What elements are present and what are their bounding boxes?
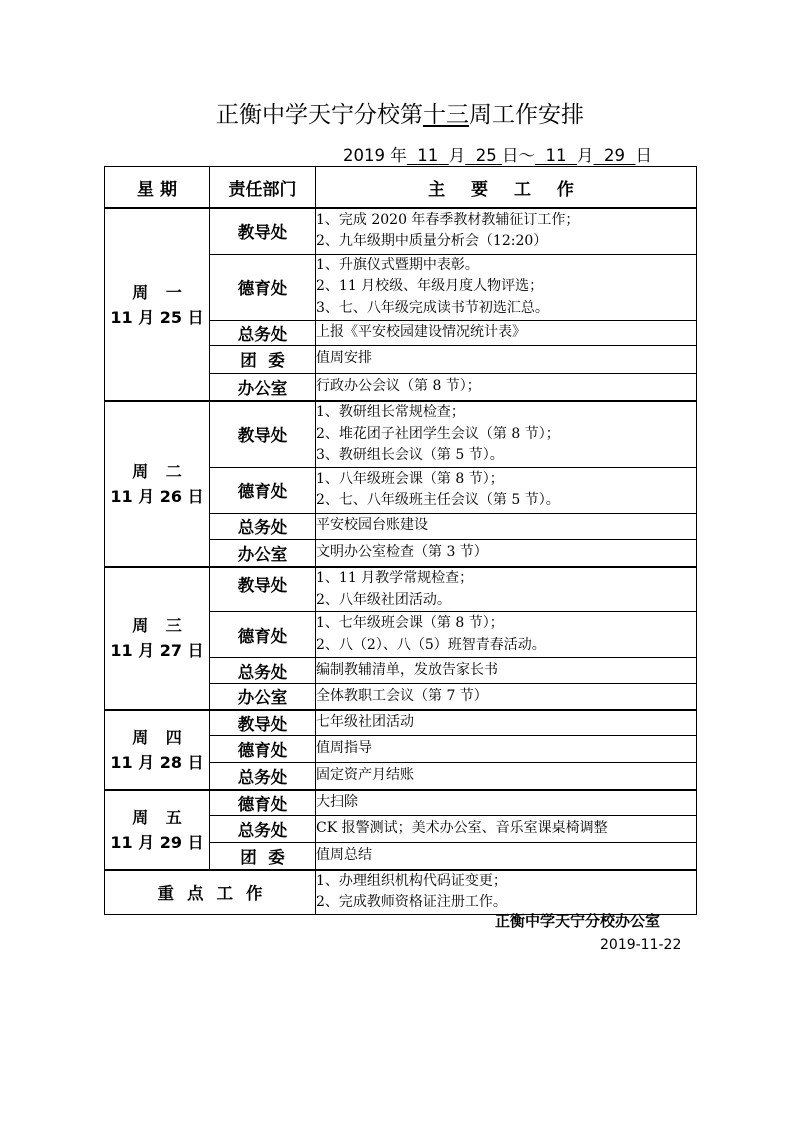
work-item: 3、教研组长会议（第 5 节）。 [316,447,504,463]
day-cell [105,567,210,710]
dept-cell: 总务处 [210,816,316,843]
weekday-label: 周 一 [132,282,188,302]
header-dept: 责任部门 [210,167,316,209]
work-item: 全体教职工会议（第 7 节） [316,687,488,704]
weekday-label: 周 五 [132,807,188,827]
dept-cell: 德育处 [210,736,316,763]
work-cell [316,658,697,684]
work-item: 行政办公会议（第 8 节）； [316,378,481,394]
work-item: 上报《平安校园建设情况统计表》 [316,323,526,340]
work-item: 值周总结 [316,847,372,863]
header-day: 星 期 [105,167,210,209]
table-row [105,710,697,736]
work-item: 2、11 月校级、年级月度人物评选； [316,278,544,295]
start-month: 11 [417,146,439,165]
work-cell [316,539,697,567]
work-cell [316,763,697,790]
work-cell [316,401,697,467]
work-cell [316,467,697,513]
start-day: 25 [475,146,497,165]
dept-cell: 教导处 [210,208,316,254]
work-cell [316,208,697,254]
title-prefix: 正衡中学天宁分校第 [216,102,423,128]
work-item: 1、教研组长常规检查； [316,404,465,420]
title-week-number: 十三 [423,102,469,128]
work-item: 2、堆花团子社团学生会议（第 8 节）； [316,425,560,442]
work-cell [316,710,697,736]
day-cell [105,208,210,401]
table-row [105,401,697,467]
dept-cell: 德育处 [210,467,316,513]
work-item: 2、九年级期中质量分析会（12:20） [316,233,548,250]
work-item: 平安校园台账建设 [316,517,428,534]
end-month: 11 [545,146,567,165]
table-row [105,870,697,915]
dept-cell: 办公室 [210,539,316,567]
work-item: 编制教辅清单，发放告家长书 [316,661,498,678]
work-item: 1、办理组织机构代码证变更； [316,872,507,889]
day-date: 11 月 25 日 [110,307,204,327]
month-char-1: 月 [448,146,466,165]
work-item: 1、升旗仪式暨期中表彰。 [316,256,479,273]
work-item: 3、七、八年级完成读书节初选汇总。 [316,299,549,316]
work-cell [316,816,697,843]
work-item: 2、完成教师资格证注册工作。 [316,894,507,910]
weekday-label: 周 四 [132,727,188,747]
work-item: 1、完成 2020 年春季教材教辅征订工作； [316,211,580,228]
dept-cell: 办公室 [210,684,316,710]
work-cell [316,612,697,658]
day-date: 11 月 26 日 [110,487,204,506]
day-char-2: 日 [635,146,652,165]
work-item: 值周指导 [316,740,372,757]
title-suffix: 周工作安排 [469,102,584,128]
work-cell [316,513,697,539]
work-item: 大扫除 [316,794,358,810]
dept-cell: 德育处 [210,790,316,816]
work-cell [316,790,697,816]
day-char-1: 日～ [502,146,535,165]
dept-cell: 总务处 [210,658,316,684]
work-cell [316,373,697,401]
work-item: 七年级社团活动 [316,714,414,730]
work-cell [316,320,697,345]
dept-cell: 教导处 [210,401,316,467]
dept-cell: 团 委 [210,843,316,870]
work-item: 2、八年级社团活动。 [316,591,451,608]
work-cell [316,684,697,710]
table-row [105,567,697,612]
work-item: 文明办公室检查（第 3 节） [316,544,488,560]
dept-cell: 总务处 [210,320,316,345]
dept-cell: 德育处 [210,254,316,320]
dept-cell: 总务处 [210,513,316,539]
day-cell [105,790,210,870]
work-cell [316,870,697,915]
work-cell [316,345,697,373]
header-work: 主 要 工 作 [316,167,697,209]
dept-cell: 办公室 [210,373,316,401]
page-title [0,96,800,129]
year: 2019 [343,146,385,165]
footer-office: 正衡中学天宁分校办公室 [495,912,661,930]
schedule-table [104,166,697,915]
table-row [105,790,697,816]
year-char: 年 [390,146,407,165]
work-item: 固定资产月结账 [316,767,414,783]
work-item: 2、八（2）、八（5）班智青春活动。 [316,636,546,653]
dept-cell: 教导处 [210,710,316,736]
footer-date: 2019-11-22 [600,937,682,953]
work-cell [316,843,697,870]
weekday-label: 周 二 [132,462,188,481]
work-cell [316,254,697,320]
work-item: 值周安排 [316,350,372,367]
key-work-label: 重点工作 [105,870,316,915]
work-cell [316,736,697,763]
work-item: 1、八年级班会课（第 8 节）； [316,470,504,487]
date-range [343,142,652,166]
day-cell [105,710,210,790]
month-char-2: 月 [577,146,594,165]
work-cell [316,567,697,612]
weekday-label: 周 三 [132,616,188,636]
table-row [105,208,697,254]
dept-cell: 教导处 [210,567,316,612]
dept-cell: 德育处 [210,612,316,658]
end-day: 29 [604,146,625,165]
work-item: 2、七、八年级班主任会议（第 5 节）。 [316,492,560,508]
dept-cell: 总务处 [210,763,316,790]
day-date: 11 月 29 日 [110,832,204,852]
dept-cell: 团 委 [210,345,316,373]
day-date: 11 月 28 日 [110,752,204,772]
table-header-row [105,167,697,209]
work-item: 1、11 月教学常规检查； [316,570,474,586]
work-item: 1、七年级班会课（第 8 节）； [316,615,504,631]
day-cell [105,401,210,567]
day-date: 11 月 27 日 [110,641,204,661]
work-item: CK 报警测试；美术办公室、音乐室课桌椅调整 [316,820,608,837]
